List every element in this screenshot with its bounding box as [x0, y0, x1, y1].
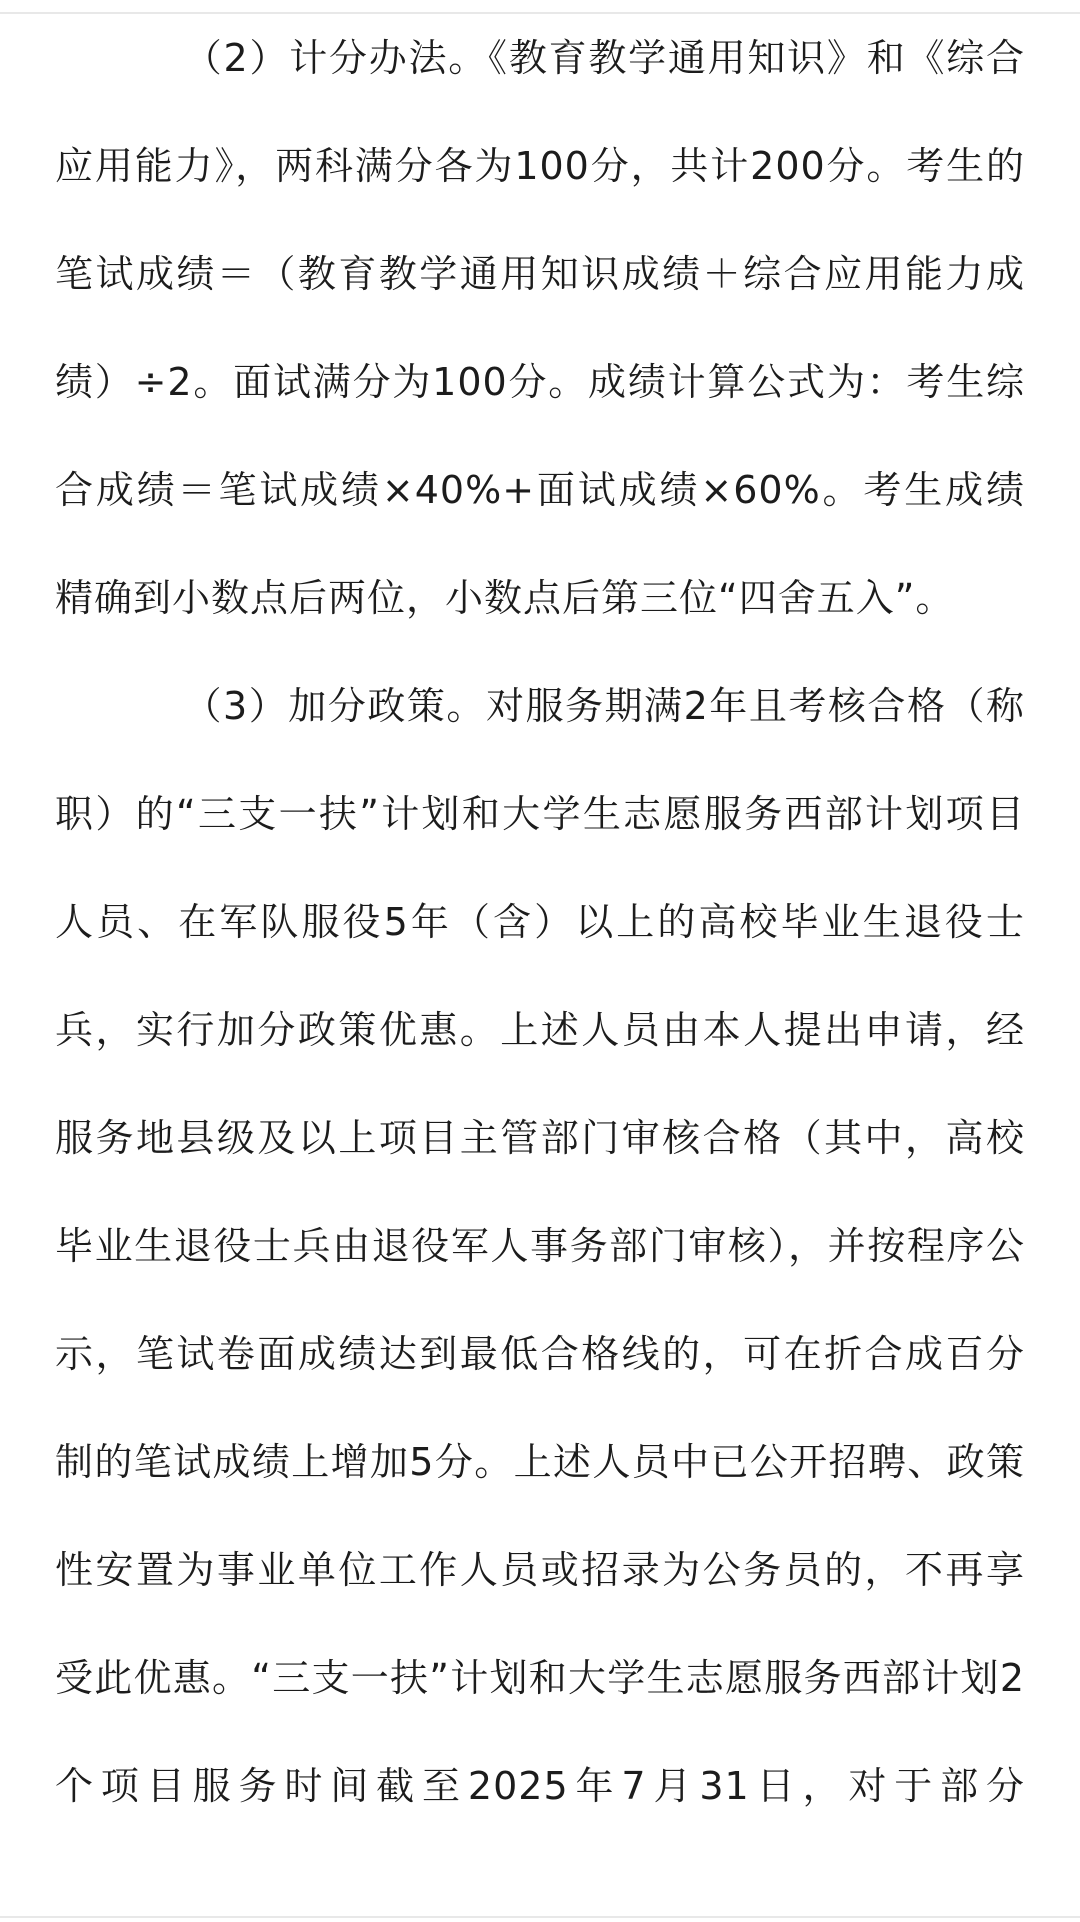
article-body — [55, 0, 1025, 1840]
bottom-divider — [0, 1916, 1080, 1918]
paragraph-scoring-method — [55, 4, 1025, 652]
paragraph-text: （2）计分办法。《教育教学通用知识》和《综合应用能力》，两科满分各为100分，共计200分。考生的笔试成绩＝（教育教学通用知识成绩＋综合应用能力成绩）÷2。面试满分为100分。成绩计算公式为：考生综合成绩＝笔试成绩×40%+面试成绩×60%。考生成绩精确到小数点后两位，小数点后第三位“四舍五入”。 — [55, 36, 1025, 620]
paragraph-bonus-policy — [55, 652, 1025, 1840]
paragraph-text: （3）加分政策。对服务期满2年且考核合格（称职）的“三支一扶”计划和大学生志愿服务西部计划项目人员、在军队服役5年（含）以上的高校毕业生退役士兵，实行加分政策优惠。上述人员由本人提出申请，经服务地县级及以上项目主管部门审核合格（其中，高校毕业生退役士兵由退役军人事务部门审核），并按程序公示，笔试卷面成绩达到最低合格线的，可在折合成百分制的笔试成绩上增加5分。上述人员中已公开招聘、政策性安置为事业单位工作人员或招录为公务员的，不再享受此优惠。“三支一扶”计划和大学生志愿服务西部计划2个项目服务时间截至2025年7月31日，对于部分 — [55, 684, 1025, 1808]
